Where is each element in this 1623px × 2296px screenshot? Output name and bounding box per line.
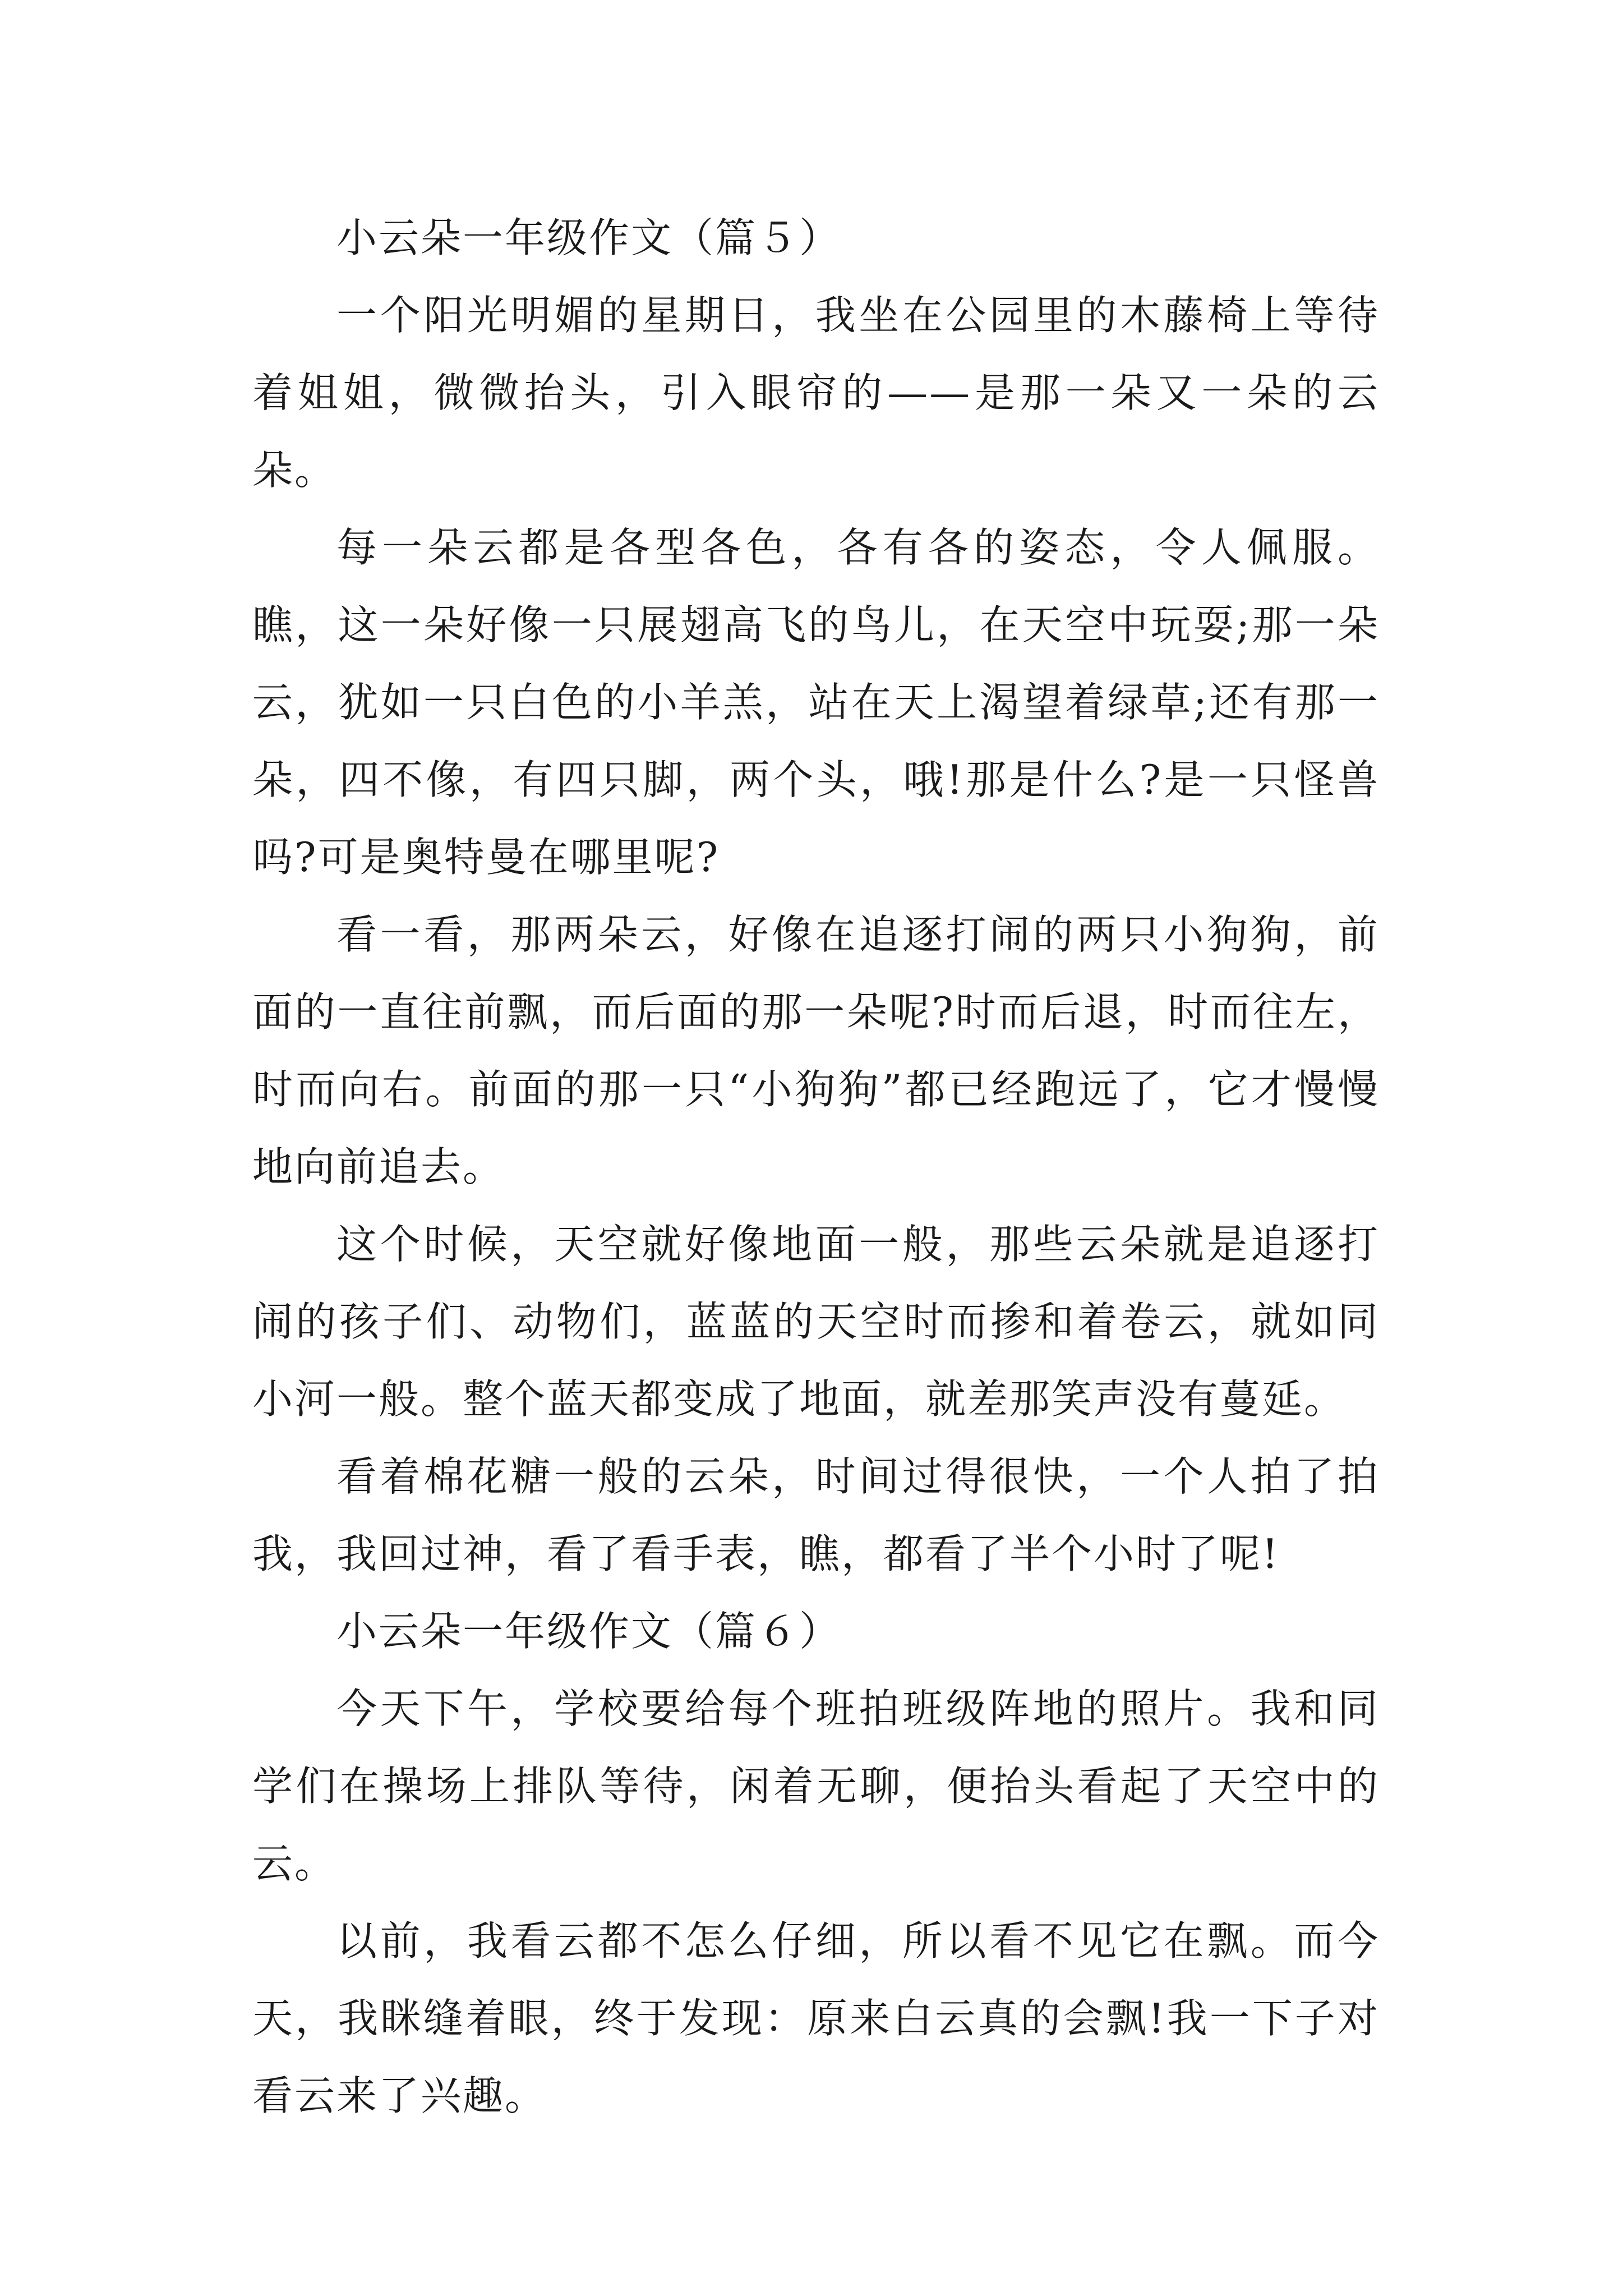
paragraph: 看着棉花糖一般的云朵，时间过得很快，一个人拍了拍我，我回过神，看了看手表，瞧，都看了半个小时了呢! (252, 1453, 1380, 1577)
paragraph: 每一朵云都是各型各色，各有各的姿态，令人佩服。瞧，这一朵好像一只展翅高飞的鸟儿，在天空中玩耍;那一朵云，犹如一只白色的小羊羔，站在天上渴望着绿草;还有那一朵，四不像，有四只脚，两个头，哦!那是什么?是一只怪兽吗?可是奥特曼在哪里呢? (252, 524, 1380, 881)
paragraph: 一个阳光明媚的星期日，我坐在公园里的木藤椅上等待着姐姐，微微抬头，引入眼帘的——是那一朵又一朵的云朵。 (252, 292, 1380, 494)
section-heading-5: 小云朵一年级作文（篇５） (336, 214, 842, 261)
paragraph: 这个时候，天空就好像地面一般，那些云朵就是追逐打闹的孩子们、动物们，蓝蓝的天空时而掺和着卷云，就如同小河一般。整个蓝天都变成了地面，就差那笑声没有蔓延。 (252, 1221, 1380, 1423)
paragraph: 今天下午，学校要给每个班拍班级阵地的照片。我和同学们在操场上排队等待，闲着无聊，便抬头看起了天空中的云。 (252, 1685, 1380, 1887)
paragraph: 看一看，那两朵云，好像在追逐打闹的两只小狗狗，前面的一直往前飘，而后面的那一朵呢?时而后退，时而往左，时而向右。前面的那一只“小狗狗”都已经跑远了，它才慢慢地向前追去。 (252, 911, 1380, 1190)
document-body (252, 199, 1380, 2134)
section-heading-6: 小云朵一年级作文（篇６） (336, 1608, 842, 1655)
paragraph: 以前，我看云都不怎么仔细，所以看不见它在飘。而今天，我眯缝着眼，终于发现：原来白云真的会飘!我一下子对看云来了兴趣。 (252, 1917, 1380, 2119)
